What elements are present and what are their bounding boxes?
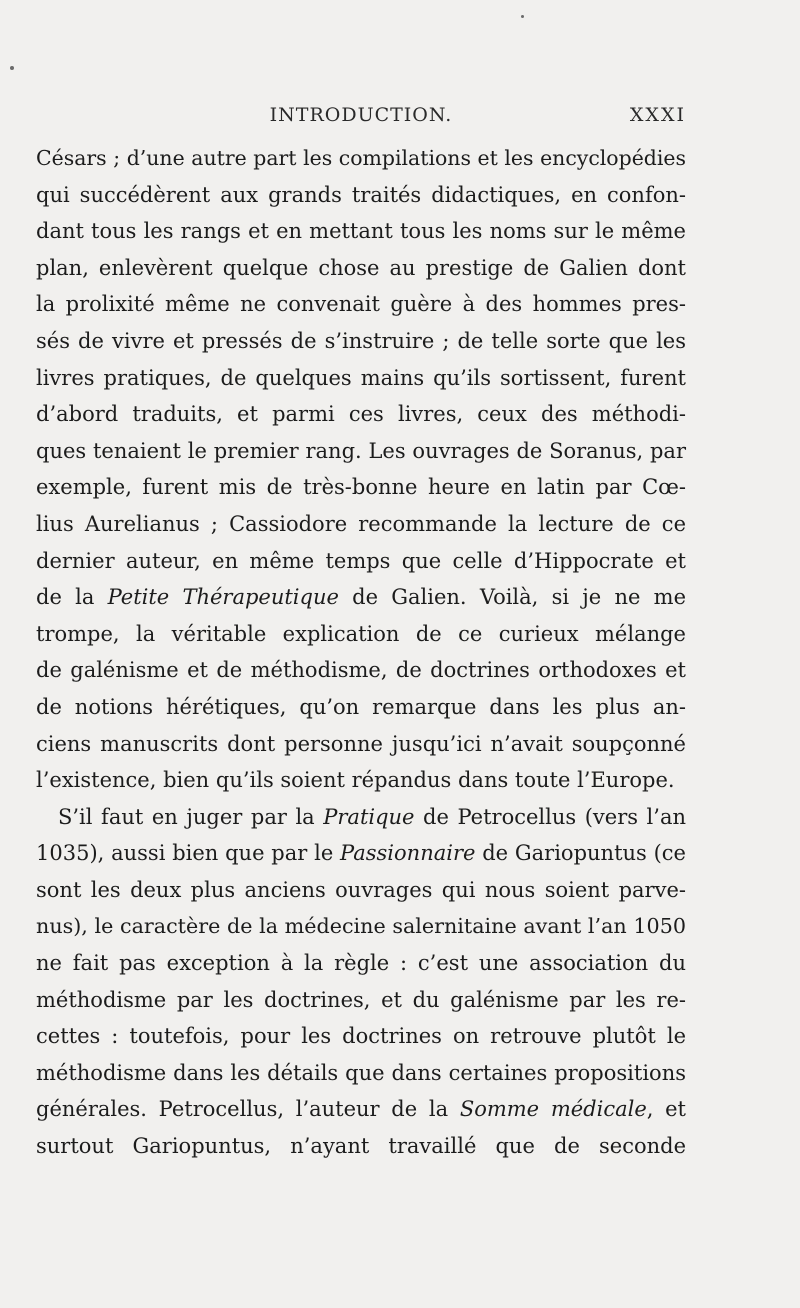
text-line bbox=[36, 616, 686, 653]
text-line bbox=[36, 908, 686, 945]
text-line bbox=[36, 1091, 686, 1128]
text-segment: d’abord traduits, et parmi ces livres, ceux des méthodi- bbox=[36, 402, 686, 427]
text-line bbox=[36, 396, 686, 433]
text-segment: générales. Petrocellus, l’auteur de la bbox=[36, 1097, 460, 1122]
text-line bbox=[36, 140, 686, 177]
text-line bbox=[36, 762, 686, 799]
text-segment: 1035), aussi bien que par le bbox=[36, 841, 341, 866]
text-line bbox=[36, 872, 686, 909]
text-segment: de notions hérétiques, qu’on remarque dans les plus an- bbox=[36, 694, 686, 719]
text-line bbox=[36, 799, 686, 836]
text-segment: , et bbox=[646, 1097, 686, 1122]
text-segment: de la bbox=[36, 585, 108, 610]
text-line bbox=[36, 177, 686, 214]
text-segment: dant tous les rangs et en mettant tous les noms sur le même bbox=[36, 219, 686, 244]
italic-title: Somme médicale bbox=[459, 1097, 647, 1122]
italic-title: Passionnaire bbox=[340, 841, 476, 866]
text-line bbox=[36, 652, 686, 689]
text-segment: sés de vivre et pressés de s’instruire ; de telle sorte que les bbox=[36, 328, 686, 353]
text-line bbox=[36, 543, 686, 580]
text-line bbox=[36, 689, 686, 726]
text-segment: de Galien. Voilà, si je ne me bbox=[338, 585, 686, 610]
text-segment: méthodisme par les doctrines, et du galénisme par les re- bbox=[36, 987, 686, 1012]
page-number: XXXI bbox=[629, 104, 686, 126]
text-segment: ciens manuscrits dont personne jusqu’ici n’avait soupçonné bbox=[36, 731, 686, 756]
running-title: INTRODUCTION. bbox=[269, 104, 453, 126]
text-line bbox=[36, 433, 686, 470]
text-segment: dernier auteur, en même temps que celle d’Hippocrate et bbox=[36, 548, 686, 573]
text-line bbox=[36, 469, 686, 506]
text-segment: S’il faut en juger par la bbox=[58, 804, 324, 829]
body-text bbox=[36, 140, 686, 1165]
text-segment: méthodisme dans les détails que dans certaines propositions bbox=[36, 1060, 686, 1085]
text-segment: nus), le caractère de la médecine salernitaine avant l’an 1050 bbox=[36, 914, 686, 939]
ink-speck bbox=[521, 15, 524, 18]
text-line bbox=[36, 1018, 686, 1055]
italic-title: Pratique bbox=[323, 804, 415, 829]
text-line bbox=[36, 250, 686, 287]
text-line bbox=[36, 579, 686, 616]
page-header bbox=[36, 104, 686, 130]
text-segment: livres pratiques, de quelques mains qu’ils sortissent, furent bbox=[36, 365, 686, 390]
text-line bbox=[36, 835, 686, 872]
text-segment: de Petrocellus (vers l’an bbox=[414, 804, 686, 829]
text-line bbox=[36, 1055, 686, 1092]
text-segment: la prolixité même ne convenait guère à des hommes pres- bbox=[36, 292, 686, 317]
text-line bbox=[36, 1128, 686, 1165]
text-segment: exemple, furent mis de très-bonne heure en latin par Cœ- bbox=[36, 475, 686, 500]
ink-speck bbox=[10, 66, 14, 70]
text-segment: de Gariopuntus (ce bbox=[475, 841, 686, 866]
text-line bbox=[36, 213, 686, 250]
text-line bbox=[36, 982, 686, 1019]
text-segment: ques tenaient le premier rang. Les ouvrages de Soranus, par bbox=[36, 438, 686, 463]
text-segment: cettes : toutefois, pour les doctrines on retrouve plutôt le bbox=[36, 1024, 686, 1049]
text-line bbox=[36, 286, 686, 323]
text-segment: lius Aurelianus ; Cassiodore recommande la lecture de ce bbox=[36, 511, 686, 536]
text-segment: trompe, la véritable explication de ce curieux mélange bbox=[36, 621, 686, 646]
text-line bbox=[36, 945, 686, 982]
text-line bbox=[36, 726, 686, 763]
text-segment: de galénisme et de méthodisme, de doctrines orthodoxes et bbox=[36, 658, 686, 683]
text-segment: qui succédèrent aux grands traités didactiques, en confon- bbox=[36, 182, 686, 207]
text-segment: sont les deux plus anciens ouvrages qui nous soient parve- bbox=[36, 877, 686, 902]
text-segment: surtout Gariopuntus, n’ayant travaillé que de seconde bbox=[36, 1134, 686, 1159]
text-segment: plan, enlevèrent quelque chose au prestige de Galien dont bbox=[36, 255, 686, 280]
text-segment: ne fait pas exception à la règle : c’est une association du bbox=[36, 951, 686, 976]
italic-title: Petite Thérapeutique bbox=[107, 585, 339, 610]
text-line bbox=[36, 506, 686, 543]
text-line bbox=[36, 360, 686, 397]
text-segment: Césars ; d’une autre part les compilations et les encyclopédies bbox=[36, 146, 686, 170]
text-line bbox=[36, 323, 686, 360]
text-segment: l’existence, bien qu’ils soient répandus dans toute l’Europe. bbox=[36, 768, 675, 793]
